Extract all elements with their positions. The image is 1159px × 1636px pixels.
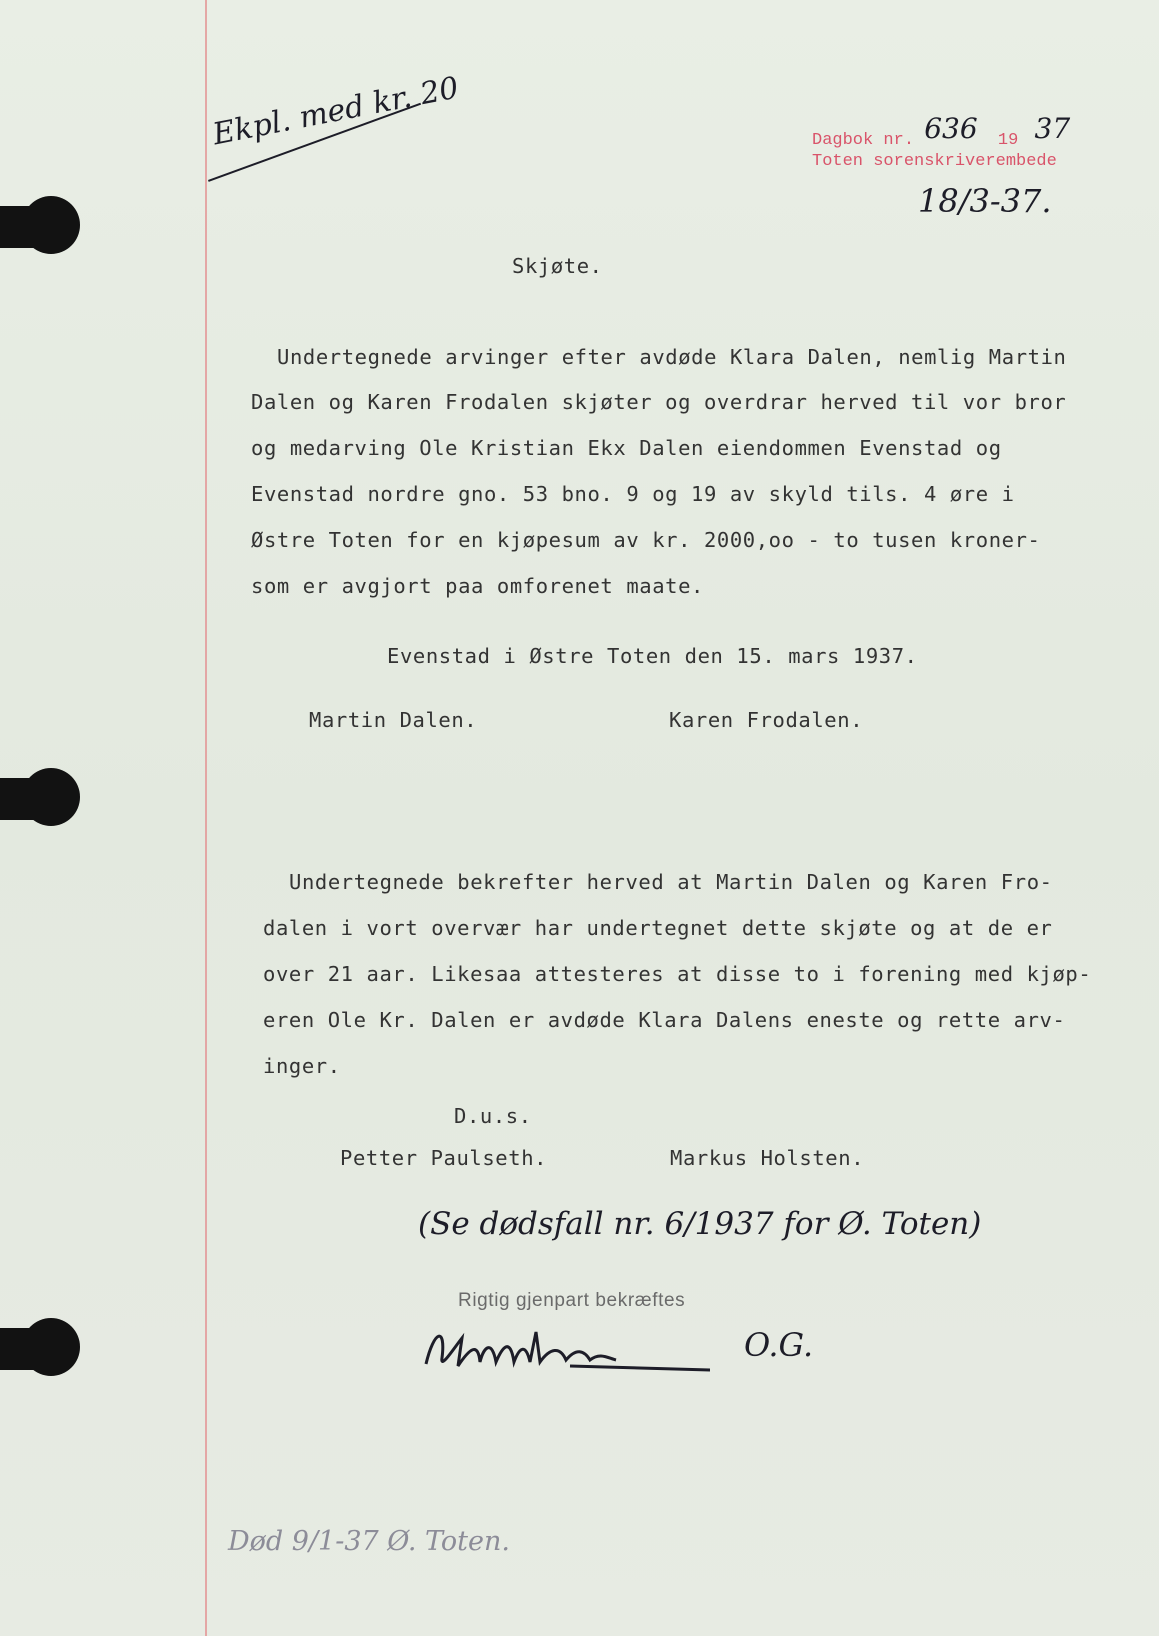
paragraph2-line: eren Ole Kr. Dalen er avdøde Klara Dalens eneste og rette arv-	[263, 1008, 1066, 1032]
paragraph2-line: Undertegnede bekrefter herved at Martin Dalen og Karen Fro-	[289, 870, 1053, 894]
paragraph1-line: Dalen og Karen Frodalen skjøter og overdrar herved til vor bror	[251, 390, 1067, 414]
stamp-office: Toten sorenskriverembede	[812, 152, 1057, 171]
paragraph2-line: dalen i vort overvær har undertegnet dette skjøte og at de er	[263, 916, 1053, 940]
paragraph1-line: Undertegnede arvinger efter avdøde Klara Dalen, nemlig Martin	[277, 345, 1067, 369]
bottom-pencil-note: Død 9/1-37 Ø. Toten.	[228, 1526, 510, 1557]
punch-hole-top	[0, 196, 62, 258]
witness-left: Petter Paulseth.	[340, 1146, 548, 1170]
signature-initials: O.G.	[744, 1326, 814, 1364]
stamp-handwritten-date: 18/3-37.	[918, 182, 1052, 220]
punch-hole-bottom	[0, 1318, 62, 1380]
punch-hole-middle	[0, 768, 62, 830]
stamp-year-prefix: 19	[997, 131, 1019, 150]
stamp-year-suffix: 37	[1034, 112, 1071, 145]
signer-left: Martin Dalen.	[309, 708, 478, 732]
place-date: Evenstad i Østre Toten den 15. mars 1937.	[387, 644, 918, 668]
paragraph2-line: inger.	[263, 1054, 341, 1078]
paragraph1-line: som er avgjort paa omforenet maate.	[251, 574, 704, 598]
paragraph1-line: Østre Toten for en kjøpesum av kr. 2000,oo - to tusen kroner-	[251, 528, 1041, 552]
handwritten-note: (Se dødsfall nr. 6/1937 for Ø. Toten)	[418, 1206, 982, 1242]
document-title: Skjøte.	[512, 254, 603, 278]
margin-note: Ekpl. med kr. 20	[210, 70, 462, 153]
margin-rule	[205, 0, 207, 1636]
certification: Rigtig gjenpart bekræftes	[458, 1290, 686, 1311]
paragraph2-line: over 21 aar. Likesaa attesteres at disse to i forening med kjøp-	[263, 962, 1092, 986]
stamp-line1	[812, 112, 1071, 151]
signer-right: Karen Frodalen.	[669, 708, 864, 732]
stamp-label: Dagbok nr.	[812, 131, 915, 150]
paragraph1-line: og medarving Ole Kristian Ekx Dalen eiendommen Evenstad og	[251, 436, 1002, 460]
witness-right: Markus Holsten.	[670, 1146, 865, 1170]
dus: D.u.s.	[454, 1104, 532, 1128]
paragraph1-line: Evenstad nordre gno. 53 bno. 9 og 19 av skyld tils. 4 øre i	[251, 482, 1015, 506]
stamp-number: 636	[924, 112, 978, 145]
signature	[420, 1318, 710, 1382]
